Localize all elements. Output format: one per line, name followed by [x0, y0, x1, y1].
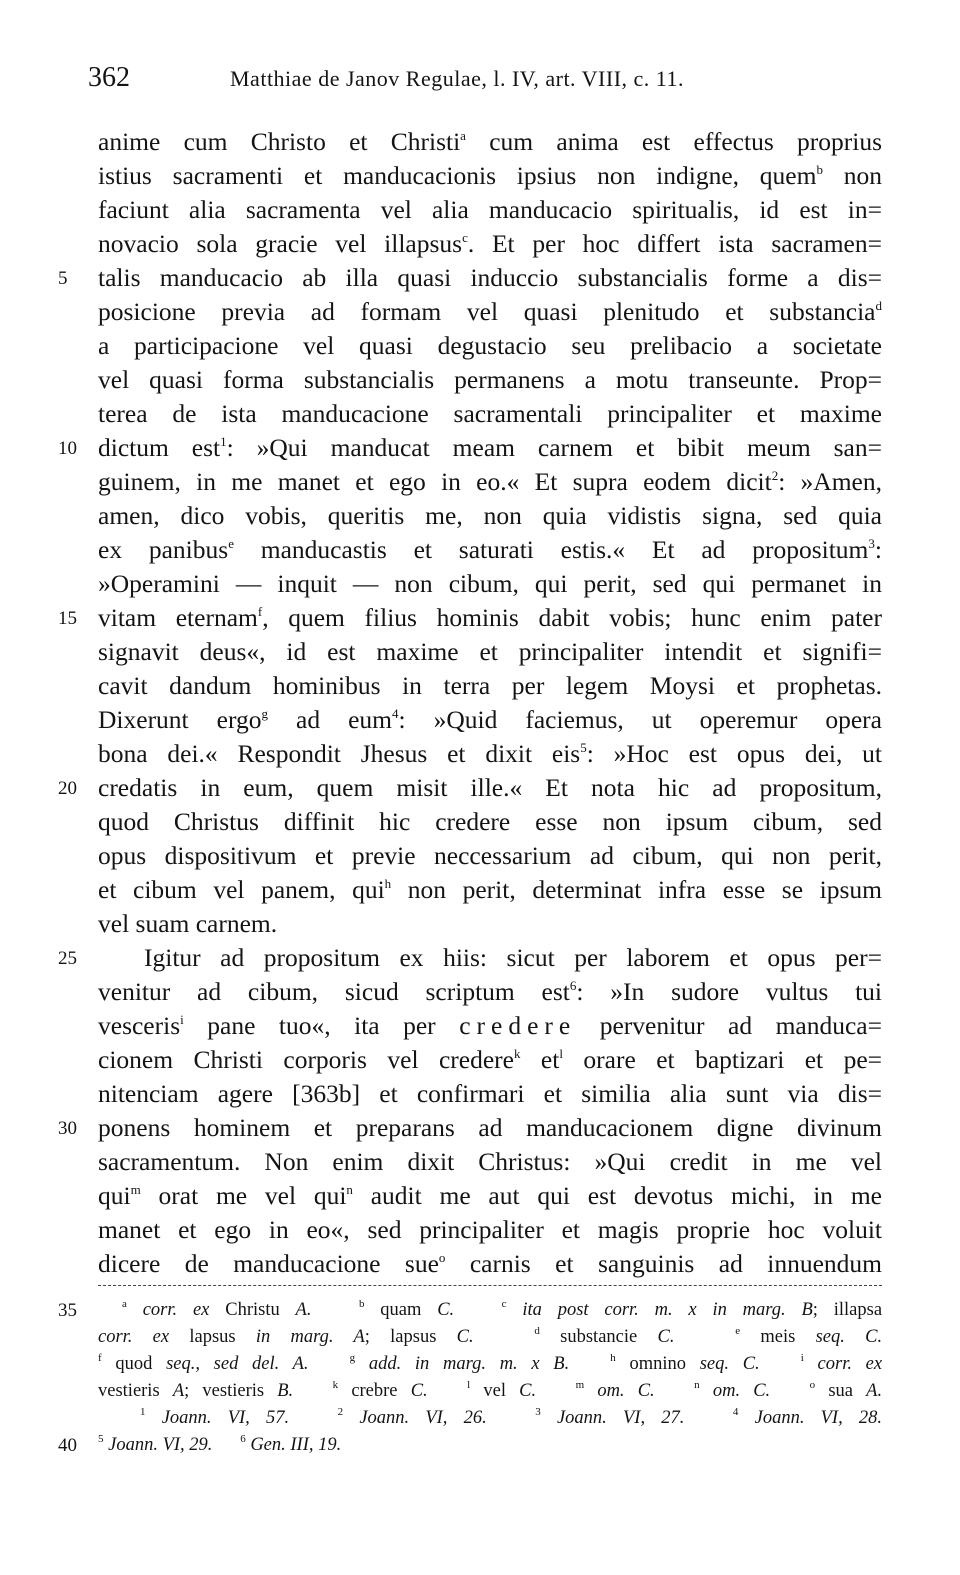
text-line — [98, 329, 882, 363]
line-text: dicere de manducacione sue$^o$ carnis et sanguinis ad innuendum — [98, 1249, 882, 1278]
text-line — [58, 261, 882, 295]
text-line — [98, 465, 882, 499]
text-line — [98, 1043, 882, 1077]
text-line — [98, 635, 882, 669]
text-line — [98, 1077, 882, 1111]
line-text: venitur ad cibum, sicud scriptum est$^6$: »In sudore vultus tui — [98, 977, 882, 1006]
text-line — [98, 1145, 882, 1179]
line-text: $^1$ Joann. VI, 57. $^2$ Joann. VI, 26. $^3$ Joann. VI, 27. $^4$ Joann. VI, 28. — [140, 1406, 883, 1428]
text-line — [98, 1213, 882, 1247]
footnote-line — [98, 1378, 882, 1405]
line-text: corr. ex lapsus in marg. A; lapsus C. $^d$ substancie C. $^e$ meis seq. C. — [98, 1325, 883, 1347]
line-text: et cibum vel panem, qui$^h$ non perit, determinat infra esse se ipsum — [98, 875, 882, 904]
line-text: qui$^m$ orat me vel qui$^n$ audit me aut qui est devotus michi, in me — [98, 1181, 882, 1210]
page-header — [88, 60, 888, 100]
line-text: bona dei.« Respondit Jhesus et dixit eis$^5$: »Hoc est opus dei, ut — [98, 739, 882, 768]
text-line — [98, 737, 882, 771]
line-text: $^a$ corr. ex Christu A. $^b$ quam C. $^c$ ita post corr. m. x in marg. B; illapsa — [122, 1298, 883, 1320]
line-text: istius sacramenti et manducacionis ipsius non indigne, quem$^b$ non — [98, 161, 882, 190]
line-text: cionem Christi corporis vel credere$^k$ $et^l$ orare et baptizari et pe= — [98, 1045, 883, 1074]
line-text: ex panibus$^e$ manducastis et saturati estis.« Et ad propositum$^3$: — [98, 535, 882, 564]
text-line — [98, 839, 882, 873]
line-number: 5 — [58, 268, 68, 289]
text-line — [58, 941, 882, 975]
line-text: Dixerunt ergo$^g$ ad eum$^4$: »Quid faciemus, ut operemur opera — [98, 705, 882, 734]
text-line — [98, 1009, 882, 1043]
line-number: 30 — [58, 1118, 77, 1139]
text-line — [98, 159, 882, 193]
line-text: faciunt alia sacramenta vel alia manducacio spiritualis, id est in= — [98, 195, 882, 224]
text-line — [98, 703, 882, 737]
text-line — [58, 431, 883, 465]
text-line — [98, 669, 882, 703]
line-text: opus dispositivum et previe neccessarium ad cibum, qui non perit, — [98, 841, 882, 870]
line-text: nitenciam agere [363b] et confirmari et similia alia sunt via dis= — [98, 1079, 882, 1108]
line-text: dictum est$^1$: »Qui manducat meam carnem et bibit meum san= — [98, 433, 883, 462]
line-text: vel quasi forma substancialis permanens a motu transeunte. Prop= — [98, 365, 882, 394]
line-text: guinem, in me manet et ego in eo.« Et supra eodem dicit$^2$: »Amen, — [98, 467, 882, 496]
line-number: 20 — [58, 778, 77, 799]
text-line — [98, 873, 882, 907]
text-line — [98, 907, 882, 941]
line-text: manet et ego in eo«, sed principaliter et magis proprie hoc voluit — [98, 1215, 882, 1244]
footnote-line — [98, 1351, 882, 1378]
line-text: quod Christus diffinit hic credere esse non ipsum cibum, sed — [98, 807, 882, 836]
footnote-separator — [98, 1285, 882, 1286]
footnotes — [58, 1297, 883, 1459]
text-line — [98, 499, 882, 533]
text-line — [98, 193, 882, 227]
text-line — [98, 295, 882, 329]
line-text: a participacione vel quasi degustacio seu prelibacio a societate — [98, 331, 882, 360]
text-line — [98, 363, 882, 397]
text-line — [58, 1111, 882, 1145]
line-text: ponens hominem et preparans ad manducacionem digne divinum — [98, 1113, 882, 1142]
page-number: 362 — [88, 62, 130, 93]
line-text: vestieris A; vestieris B. $^k$ crebre C. $^l$ vel C. $^m$ om. C. $^n$ om. C. $^o$ sua A. — [98, 1379, 883, 1401]
line-number: 10 — [58, 438, 77, 459]
line-text: $^5$ Joann. VI, 29. $^6$ Gen. III, 19. — [98, 1433, 342, 1455]
text-line — [98, 805, 882, 839]
line-text: signavit deus«, id est maxime et principaliter intendit et signifi= — [98, 637, 882, 666]
line-text: vitam eternam$^f$, quem filius hominis dabit vobis; hunc enim pater — [98, 603, 882, 632]
text-line — [98, 533, 882, 567]
line-text: cavit dandum hominibus in terra per legem Moysi et prophetas. — [98, 671, 882, 700]
line-text: sacramentum. Non enim dixit Christus: »Qui credit in me vel — [98, 1147, 882, 1176]
line-text: vel suam carnem. — [98, 909, 278, 938]
line-text: »Operamini — inquit — non cibum, qui perit, sed qui permanet in — [98, 569, 882, 598]
line-text: terea de ista manducacione sacramentali principaliter et maxime — [98, 399, 882, 428]
text-line — [58, 771, 882, 805]
footnote-line — [98, 1324, 882, 1351]
line-text: talis manducacio ab illa quasi induccio substancialis forme a dis= — [98, 263, 882, 292]
line-number: 25 — [58, 948, 77, 969]
text-line — [98, 125, 882, 159]
line-text: $^f$ quod seq., sed del. A. $^g$ add. in marg. m. x B. $^h$ omnino seq. C. $^i$ corr. ex — [98, 1352, 883, 1374]
line-number: 40 — [58, 1435, 77, 1456]
line-number: 35 — [58, 1300, 77, 1321]
text-line — [98, 1179, 882, 1213]
line-text: vesceris$^i$ pane tuo«, ita per credere pervenitur ad manduca= — [98, 1011, 882, 1040]
line-number: 15 — [58, 608, 77, 629]
line-text: novacio sola gracie vel illapsus$^c$. Et per hoc differt ista sacramen= — [98, 229, 883, 258]
line-text: anime cum Christo et Christi$^a$ cum anima est effectus proprius — [98, 127, 882, 156]
line-text: credatis in eum, quem misit ille.« Et nota hic ad propositum, — [98, 773, 882, 802]
text-line — [98, 975, 882, 1009]
footnote-line — [58, 1297, 883, 1324]
line-text: posicione previa ad formam vel quasi plenitudo et substancia$^d$ — [98, 297, 882, 326]
running-title: Matthiae de Janov Regulae, l. IV, art. VIII, c. 11. — [230, 66, 684, 91]
main-text — [58, 125, 883, 1281]
text-line — [98, 1247, 882, 1281]
text-line — [98, 227, 882, 261]
footnote-line — [58, 1432, 882, 1459]
line-text: amen, dico vobis, queritis me, non quia vidistis signa, sed quia — [98, 501, 882, 530]
text-line — [58, 601, 882, 635]
footnote-line — [98, 1405, 882, 1432]
text-line — [98, 567, 882, 601]
text-line — [98, 397, 882, 431]
line-text: Igitur ad propositum ex hiis: sicut per laborem et opus per= — [144, 943, 882, 972]
